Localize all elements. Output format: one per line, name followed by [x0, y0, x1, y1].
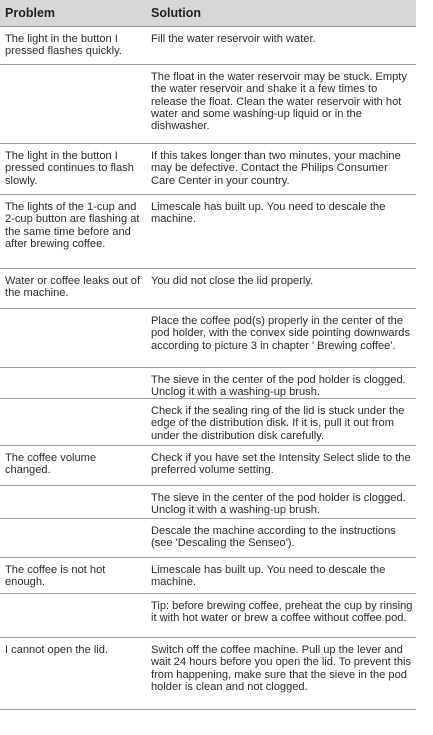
table-row	[0, 637, 416, 710]
problem-cell	[0, 399, 147, 445]
table-row	[0, 268, 416, 308]
table-row	[0, 143, 416, 194]
table-row	[0, 518, 416, 557]
table-row	[0, 64, 416, 143]
solution-cell: The sieve in the center of the pod holder is clogged. Unclog it with a washing-up brush.	[151, 492, 406, 517]
problem-cell	[0, 486, 147, 518]
header-solution: Solution	[151, 6, 201, 20]
solution-cell: Check if you have set the Intensity Select slide to the preferred volume setting.	[151, 452, 411, 477]
solution-cell: Switch off the coffee machine. Pull up the lever and wait 24 hours before you open the lid. To prevent this from happening, make sure that the sieve in the pod holder is clean and not clogged.	[151, 644, 412, 693]
problem-cell	[0, 594, 147, 637]
table-row	[0, 398, 416, 445]
problem-cell: I cannot open the lid.	[5, 644, 109, 656]
solution-cell: Limescale has built up. You need to descale the machine.	[151, 201, 386, 226]
problem-cell: The coffee volume changed.	[5, 452, 97, 477]
header-problem: Problem	[5, 6, 56, 20]
solution-cell: You did not close the lid properly.	[151, 275, 314, 287]
solution-cell: Descale the machine according to the instructions (see 'Descaling the Senseo').	[151, 525, 396, 550]
table-row	[0, 308, 416, 367]
table-row	[0, 445, 416, 485]
table-row	[0, 26, 416, 64]
problem-cell	[0, 309, 147, 367]
problem-cell	[0, 519, 147, 557]
solution-cell: The sieve in the center of the pod holder is clogged. Unclog it with a washing-up brush.	[151, 374, 406, 399]
solution-cell: Tip: before brewing coffee, preheat the cup by rinsing it with hot water or brew a coffee without coffee pod.	[151, 600, 413, 625]
table-row	[0, 367, 416, 398]
problem-cell: The coffee is not hot enough.	[5, 564, 106, 589]
solution-cell: Check if the sealing ring of the lid is stuck under the edge of the distribution disk. If it is, pull it out from under the distribution disk carefully.	[151, 405, 405, 442]
problem-cell: Water or coffee leaks out of the machine.	[5, 275, 141, 300]
solution-cell: Place the coffee pod(s) properly in the center of the pod holder, with the convex side pointing downwards according to picture 3 in chapter ' Brewing coffee'.	[151, 315, 411, 352]
problem-cell: The light in the button I pressed flashes quickly.	[5, 33, 122, 58]
solution-cell: Fill the water reservoir with water.	[151, 33, 316, 45]
table-row	[0, 485, 416, 518]
solution-cell: If this takes longer than two minutes, your machine may be defective. Contact the Philips Consumer Care Center in your country.	[151, 150, 401, 187]
table-row	[0, 557, 416, 593]
table-row	[0, 593, 416, 637]
problem-cell: The light in the button I pressed continues to flash slowly.	[5, 150, 134, 187]
table-row	[0, 194, 416, 268]
problem-cell	[0, 368, 147, 398]
solution-cell: The float in the water reservoir may be stuck. Empty the water reservoir and shake it a few times to release the float. Clean the water reservoir with hot water and some washing-up liquid or in the dishwasher.	[151, 71, 407, 133]
solution-cell: Limescale has built up. You need to descale the machine.	[151, 564, 386, 589]
problem-cell	[0, 65, 147, 143]
problem-cell: The lights of the 1-cup and 2-cup button are flashing at the same time before and after brewing coffee.	[5, 201, 140, 250]
table-header	[0, 0, 416, 26]
